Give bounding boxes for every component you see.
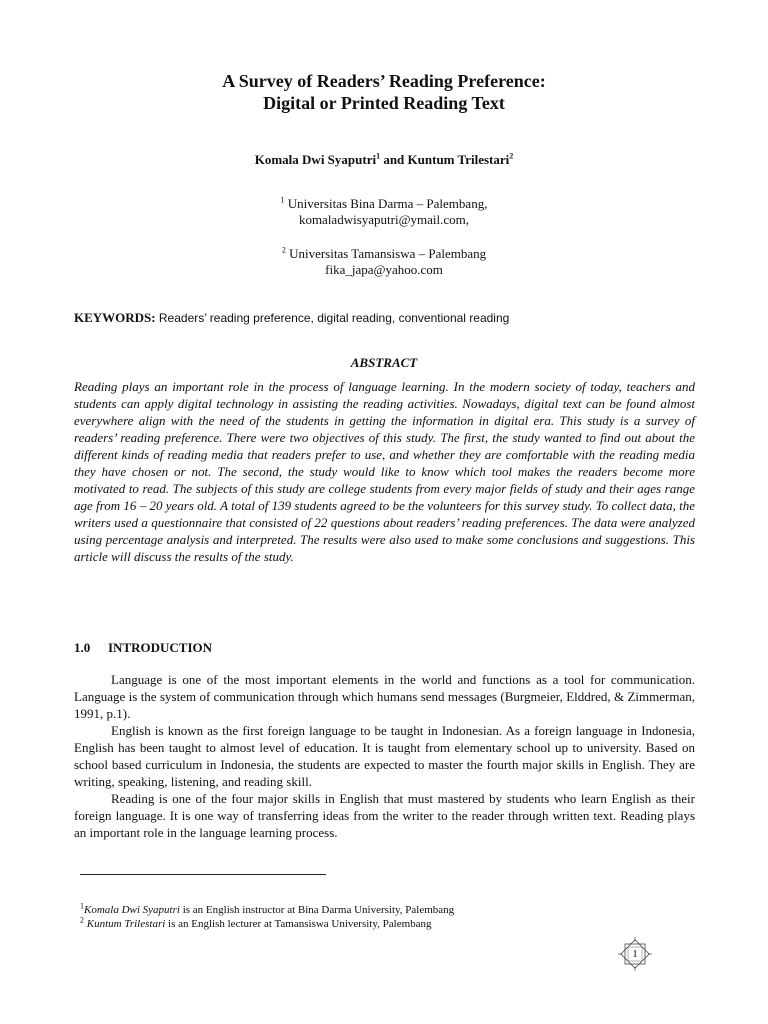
aff-2-institution: Universitas Tamansiswa – Palembang	[289, 246, 487, 261]
section-number: 1.0	[74, 640, 91, 655]
author-1: Komala Dwi Syaputri	[254, 152, 377, 167]
title-line-2: Digital or Printed Reading Text	[263, 93, 505, 113]
keywords	[74, 310, 694, 326]
paper-title	[0, 70, 768, 114]
abstract-text: Reading plays an important role in the process of language learning. In the modern society of today, teachers and students can apply digital technology in assisting the reading activities. Nowadays, digital text can be found almost everywhere align with the need of the students in getting the information in digital era. This study is a survey of readers’ reading preference. There were two objectives of this study. The first, the study wanted to find out about the different kinds of reading media that readers prefer to use, and whether they are comfortable with the reading media they have chosen or not. The second, the study would like to know which tool makes the readers become more motivated to read. The subjects of this study are college students from every major fields of study and their ages range age from 16 – 20 years old. A total of 139 students agreed to be the volunteers for this survey study. To collect data, the writers used a questionnaire that consisted of 22 questions about readers’ reading preferences. The data were analyzed using percentage analysis and interpreted. The results were also used to make some conclusions and suggestions. This article will discuss the results of the study.	[74, 379, 695, 564]
author-2-sup: 2	[509, 151, 514, 161]
footnote-1-text: is an English instructor at Bina Darma University, Palembang	[179, 904, 455, 916]
keywords-text: Readers’ reading preference, digital reading, conventional reading	[158, 311, 510, 325]
author-line	[0, 152, 768, 168]
author-2: Kuntum Trilestari	[407, 152, 510, 167]
introduction-body	[74, 671, 695, 841]
intro-paragraph-3: Reading is one of the four major skills in English that must mastered by students who learn English as their foreign language. It is one way of transferring ideas from the writer to the reader through written text. Reading plays an important role in the language learning process.	[74, 791, 695, 840]
footnote-2-sup: 2	[80, 915, 84, 925]
intro-paragraph-1: Language is one of the most important elements in the world and functions as a tool for communication. Language is the system of communication through which humans send messages (Burgmeier, Elddred, & Zimmerman, 1991, p.1).	[74, 672, 695, 721]
section-heading-introduction	[74, 640, 212, 656]
page-number-ornament	[617, 936, 653, 972]
section-title: INTRODUCTION	[108, 640, 213, 655]
footnote-1-name: Komala Dwi Syaputri	[84, 904, 180, 916]
footnote-1-sup: 1	[80, 901, 84, 911]
abstract-heading: ABSTRACT	[350, 355, 418, 370]
footnote-2	[80, 915, 432, 931]
footnote-separator	[80, 874, 326, 875]
aff-1-sup: 1	[280, 195, 285, 205]
intro-paragraph-2: English is known as the first foreign language to be taught in Indonesian. As a foreign language in Indonesia, English has been taught to almost level of education. It is taught from elementary school up to university. Based on school based curriculum in Indonesia, the students are expected to master the fourth major skills in English. They are writing, speaking, listening, and reading skill.	[74, 723, 695, 789]
page-number: 1	[632, 948, 638, 960]
author-1-sup: 1	[376, 151, 381, 161]
affiliation-1	[0, 196, 768, 228]
aff-1-institution: Universitas Bina Darma – Palembang,	[287, 196, 488, 211]
keywords-label: KEYWORDS:	[74, 310, 156, 325]
affiliation-2	[0, 246, 768, 278]
aff-2-email: fika_japa@yahoo.com	[325, 262, 443, 277]
aff-2-sup: 2	[281, 245, 286, 255]
footnote-2-text: is an English lecturer at Tamansiswa University, Palembang	[165, 918, 432, 930]
footnote-1	[80, 901, 455, 917]
author-and: and	[380, 152, 408, 167]
footnote-2-name: Kuntum Trilestari	[86, 918, 166, 930]
title-line-1: A Survey of Readers’ Reading Preference:	[222, 71, 546, 91]
aff-1-email: komaladwisyaputri@ymail.com,	[298, 212, 470, 227]
